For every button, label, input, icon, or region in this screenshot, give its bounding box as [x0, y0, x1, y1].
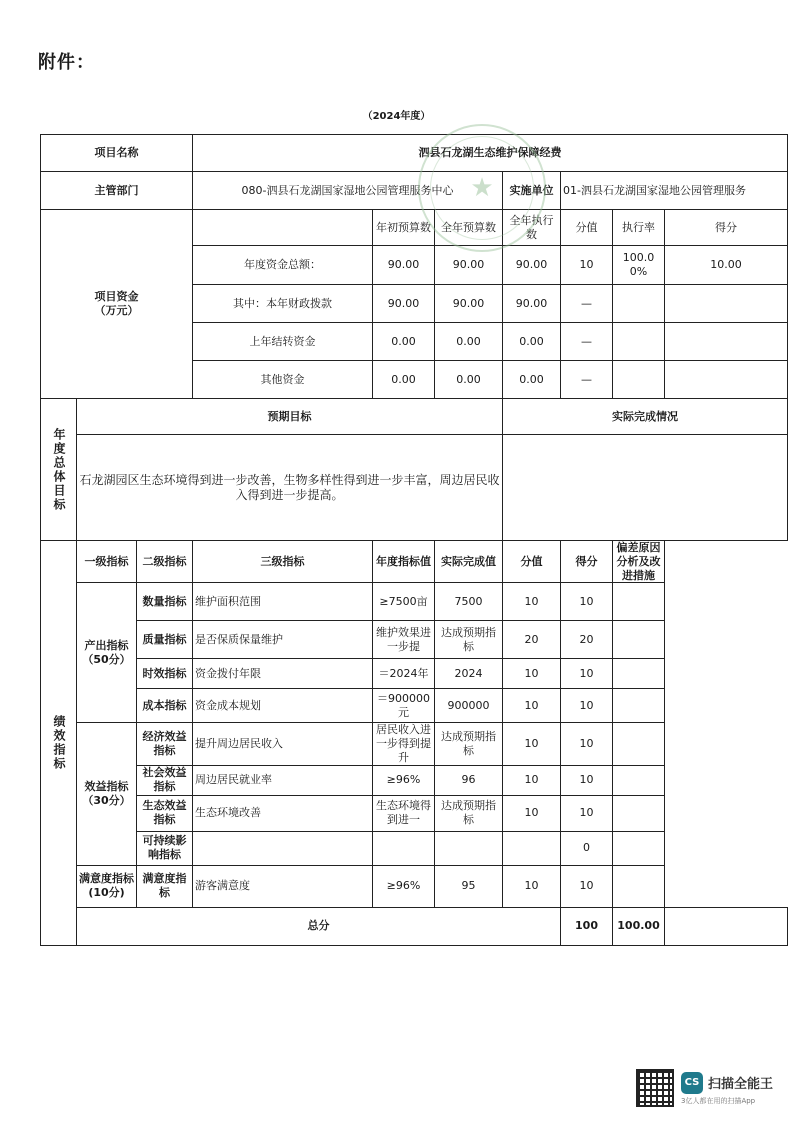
perf-l2: 数量指标 [137, 583, 193, 621]
perf-row [41, 689, 788, 723]
actual-header: 实际完成情况 [503, 399, 788, 435]
perf-row [41, 621, 788, 659]
header-analysis: 偏差原因分析及改进措施 [613, 541, 665, 583]
perf-l3: 周边居民就业率 [193, 765, 373, 795]
expected-header: 预期目标 [77, 399, 503, 435]
perf-target: ＝900000元 [373, 689, 435, 723]
col-exec-rate: 执行率 [613, 210, 665, 246]
perf-score: 10 [561, 659, 613, 689]
dept-label: 主管部门 [41, 172, 193, 210]
perf-actual: 900000 [435, 689, 503, 723]
col-score: 得分 [665, 210, 788, 246]
funds-score: 10.00 [665, 246, 788, 285]
perf-actual: 95 [435, 865, 503, 907]
header-level3: 三级指标 [193, 541, 373, 583]
funds-row-label: 其中：本年财政拨款 [193, 285, 373, 323]
perf-l3: 提升周边居民收入 [193, 723, 373, 765]
funds-exec: 90.00 [503, 246, 561, 285]
perf-value: 10 [503, 795, 561, 831]
group-benefit: 效益指标 （30分） [77, 723, 137, 865]
perf-actual: 96 [435, 765, 503, 795]
row-project-name [41, 135, 788, 172]
perf-row [41, 765, 788, 795]
funds-exec: 0.00 [503, 361, 561, 399]
funds-initial: 90.00 [373, 285, 435, 323]
funds-value: — [561, 323, 613, 361]
project-name-value: 泗县石龙湖生态维护保障经费 [193, 135, 788, 172]
funds-exec: 90.00 [503, 285, 561, 323]
funds-initial: 0.00 [373, 323, 435, 361]
funds-score [665, 285, 788, 323]
perf-target: ≥7500亩 [373, 583, 435, 621]
year-label: （2024年度） [362, 111, 431, 122]
funds-full: 0.00 [435, 323, 503, 361]
funds-full: 0.00 [435, 361, 503, 399]
perf-analysis [613, 621, 665, 659]
perf-value: 10 [503, 659, 561, 689]
funds-rate [613, 323, 665, 361]
perf-analysis [613, 723, 665, 765]
perf-actual: 达成预期指标 [435, 621, 503, 659]
official-seal-stamp [418, 124, 546, 252]
perf-actual: 达成预期指标 [435, 795, 503, 831]
col-exec: 全年执行数 [503, 210, 561, 246]
funds-score [665, 323, 788, 361]
row-perf-header [41, 541, 788, 583]
funds-value: — [561, 361, 613, 399]
funds-row-label: 其他资金 [193, 361, 373, 399]
perf-target: ＝2024年 [373, 659, 435, 689]
perf-l3 [193, 831, 373, 865]
perf-target: ≥96% [373, 865, 435, 907]
funds-rate: 100.00% [613, 246, 665, 285]
funds-rate [613, 285, 665, 323]
perf-score: 10 [561, 795, 613, 831]
header-actual: 实际完成值 [435, 541, 503, 583]
perf-actual: 达成预期指标 [435, 723, 503, 765]
funds-label: 项目资金 （万元） [41, 210, 193, 399]
col-budget-initial: 年初预算数 [373, 210, 435, 246]
perf-row [41, 795, 788, 831]
actual-text [503, 435, 788, 541]
row-goals-header [41, 399, 788, 435]
perf-score: 20 [561, 621, 613, 659]
total-label: 总分 [77, 907, 561, 945]
qr-code-icon [636, 1069, 674, 1107]
row-goals-content [41, 435, 788, 541]
funds-score [665, 361, 788, 399]
perf-l2: 社会效益指标 [137, 765, 193, 795]
perf-l2: 时效指标 [137, 659, 193, 689]
dept-value: 080-泗县石龙湖国家湿地公园管理服务中心 [193, 172, 503, 210]
perf-row [41, 831, 788, 865]
funds-value: — [561, 285, 613, 323]
perf-l3: 是否保质保量维护 [193, 621, 373, 659]
total-analysis [665, 907, 788, 945]
perf-l3: 资金成本规划 [193, 689, 373, 723]
perf-value: 10 [503, 689, 561, 723]
perf-l3: 游客满意度 [193, 865, 373, 907]
total-value: 100 [561, 907, 613, 945]
funds-header-blank [193, 210, 373, 246]
perf-target: 生态环境得到进一 [373, 795, 435, 831]
perf-value: 10 [503, 765, 561, 795]
perf-l2: 可持续影响指标 [137, 831, 193, 865]
perf-analysis [613, 865, 665, 907]
app-name: 扫描全能王 [708, 1077, 774, 1092]
perf-score: 10 [561, 765, 613, 795]
perf-analysis [613, 765, 665, 795]
performance-table [40, 134, 788, 946]
perf-score: 10 [561, 723, 613, 765]
perf-l2: 满意度指标 [137, 865, 193, 907]
perf-value: 10 [503, 865, 561, 907]
perf-analysis [613, 831, 665, 865]
seal-star-icon: ★ [470, 173, 494, 203]
perf-actual: 7500 [435, 583, 503, 621]
col-score-value: 分值 [561, 210, 613, 246]
group-output: 产出指标 （50分） [77, 583, 137, 723]
perf-l2: 质量指标 [137, 621, 193, 659]
total-score: 100.00 [613, 907, 665, 945]
performance-label: 绩效指标 [41, 541, 77, 946]
perf-analysis [613, 583, 665, 621]
perf-analysis [613, 795, 665, 831]
funds-full: 90.00 [435, 246, 503, 285]
perf-l2: 经济效益指标 [137, 723, 193, 765]
perf-row [41, 583, 788, 621]
row-total [41, 907, 788, 945]
funds-value: 10 [561, 246, 613, 285]
col-budget-full: 全年预算数 [435, 210, 503, 246]
perf-analysis [613, 689, 665, 723]
funds-exec: 0.00 [503, 323, 561, 361]
perf-target: 居民收入进一步得到提升 [373, 723, 435, 765]
perf-l3: 资金拨付年限 [193, 659, 373, 689]
funds-initial: 90.00 [373, 246, 435, 285]
perf-row [41, 659, 788, 689]
perf-l3: 生态环境改善 [193, 795, 373, 831]
row-funds-header [41, 210, 788, 246]
goals-label: 年度总体目标 [41, 399, 77, 541]
header-level2: 二级指标 [137, 541, 193, 583]
perf-l2: 生态效益指标 [137, 795, 193, 831]
perf-score: 10 [561, 689, 613, 723]
header-target: 年度指标值 [373, 541, 435, 583]
header-score: 得分 [561, 541, 613, 583]
funds-full: 90.00 [435, 285, 503, 323]
perf-analysis [613, 659, 665, 689]
impl-label: 实施单位 [503, 172, 561, 210]
perf-actual: 2024 [435, 659, 503, 689]
perf-actual [435, 831, 503, 865]
perf-target: 维护效果进一步提 [373, 621, 435, 659]
perf-value: 10 [503, 583, 561, 621]
funds-row-label: 上年结转资金 [193, 323, 373, 361]
header-level1: 一级指标 [77, 541, 137, 583]
perf-l3: 维护面积范围 [193, 583, 373, 621]
perf-value: 10 [503, 723, 561, 765]
funds-initial: 0.00 [373, 361, 435, 399]
funds-row-label: 年度资金总额： [193, 246, 373, 285]
perf-score: 10 [561, 583, 613, 621]
group-satisfaction: 满意度指标(10分) [77, 865, 137, 907]
perf-l2: 成本指标 [137, 689, 193, 723]
app-tagline: 3亿人都在用的扫描App [681, 1097, 756, 1105]
impl-value: 01-泗县石龙湖国家湿地公园管理服务 [561, 172, 788, 210]
perf-value [503, 831, 561, 865]
project-name-label: 项目名称 [41, 135, 193, 172]
perf-row [41, 865, 788, 907]
expected-text: 石龙湖园区生态环境得到进一步改善，生物多样性得到进一步丰富，周边居民收入得到进一步提高。 [77, 435, 503, 541]
header-value: 分值 [503, 541, 561, 583]
perf-target [373, 831, 435, 865]
perf-score: 10 [561, 865, 613, 907]
perf-row [41, 723, 788, 765]
funds-rate [613, 361, 665, 399]
perf-score: 0 [561, 831, 613, 865]
camscanner-logo-icon: CS [681, 1072, 703, 1094]
attachment-label: 附件： [38, 52, 95, 73]
perf-value: 20 [503, 621, 561, 659]
perf-target: ≥96% [373, 765, 435, 795]
row-dept [41, 172, 788, 210]
